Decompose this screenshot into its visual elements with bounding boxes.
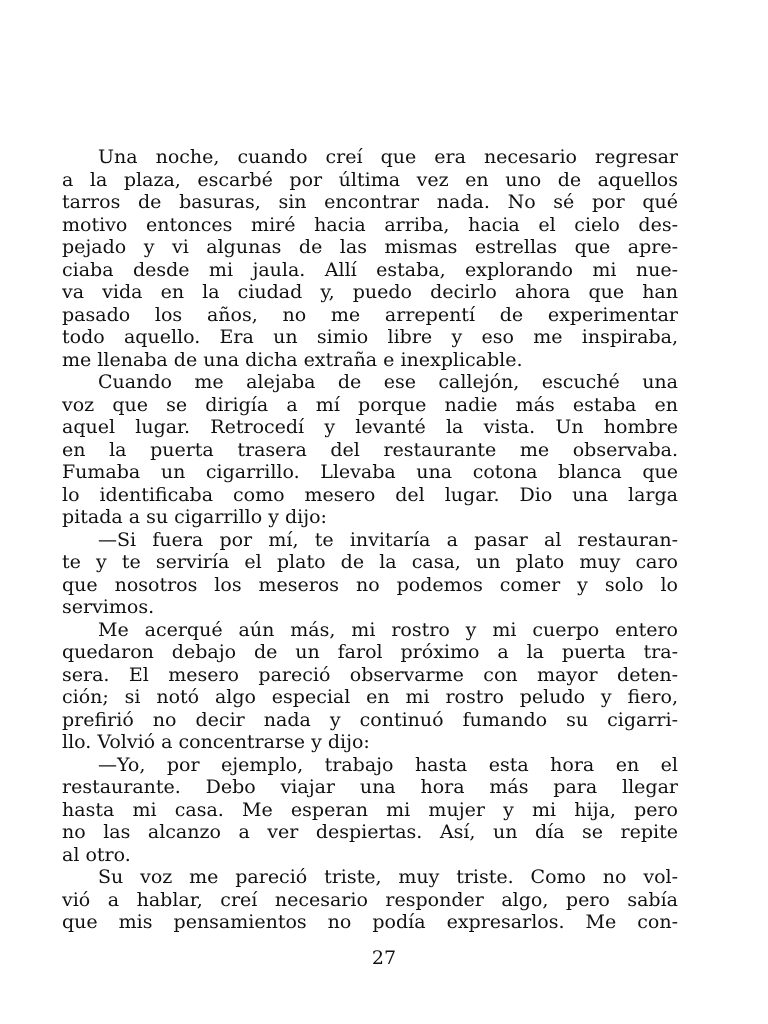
text-line: al otro.	[62, 843, 131, 866]
text-line: servimos.	[62, 596, 155, 618]
text-line: ción; si notó algo especial en mi rostro peludo y fiero,	[62, 686, 678, 708]
text-line: lo identificaba como mesero del lugar. Dio una larga	[62, 483, 678, 506]
text-line: va vida en la ciudad y, puedo decirlo ahora que han	[62, 281, 678, 303]
paragraph-2	[62, 371, 678, 529]
text-line: que nosotros los meseros no podemos comer y solo lo	[62, 573, 678, 596]
text-line: sera. El mesero pareció observarme con mayor deten-	[62, 663, 678, 686]
text-line: restaurante. Debo viajar una hora más para llegar	[62, 776, 678, 798]
text-line: que mis pensamientos no podía expresarlos. Me con-	[62, 911, 678, 933]
text-line: Me acerqué aún más, mi rostro y mi cuerpo entero	[98, 618, 678, 641]
text-line: vió a hablar, creí necesario responder algo, pero sabía	[62, 888, 678, 911]
paragraph-6	[62, 866, 678, 934]
text-line: todo aquello. Era un simio libre y eso me inspiraba,	[62, 326, 678, 348]
text-line: en la puerta trasera del restaurante me observaba.	[62, 438, 678, 461]
text-line: motivo entonces miré hacia arriba, hacia el cielo des-	[62, 213, 678, 236]
text-line: Una noche, cuando creí que era necesario regresar	[98, 146, 678, 168]
text-line: —Si fuera por mí, te invitaría a pasar al restauran-	[98, 528, 678, 551]
text-line: me llenaba de una dicha extraña e inexplicable.	[62, 348, 523, 371]
text-line: pasado los años, no me arrepentí de experimentar	[62, 303, 678, 326]
text-line: Su voz me pareció triste, muy triste. Como no vol-	[98, 866, 678, 888]
text-line: te y te serviría el plato de la casa, un plato muy caro	[62, 551, 678, 573]
paragraph-1	[62, 146, 678, 371]
text-line: voz que se dirigía a mí porque nadie más estaba en	[62, 393, 678, 416]
text-line: a la plaza, escarbé por última vez en uno de aquellos	[62, 168, 678, 191]
text-line: tarros de basuras, sin encontrar nada. No sé por qué	[62, 191, 678, 213]
paragraph-3	[62, 529, 678, 619]
text-line: llo. Volvió a concentrarse y dijo:	[62, 731, 370, 753]
text-line: no las alcanzo a ver despiertas. Así, un día se repite	[62, 821, 678, 843]
text-line: ciaba desde mi jaula. Allí estaba, explorando mi nue-	[62, 258, 678, 281]
text-line: Cuando me alejaba de ese callejón, escuché una	[98, 371, 678, 393]
paragraph-4	[62, 619, 678, 754]
text-line: quedaron debajo de un farol próximo a la puerta tra-	[62, 641, 678, 663]
text-line: Fumaba un cigarrillo. Llevaba una cotona blanca que	[62, 461, 678, 483]
text-line: —Yo, por ejemplo, trabajo hasta esta hora en el	[98, 753, 678, 776]
text-line: aquel lugar. Retrocedí y levanté la vista. Un hombre	[62, 416, 678, 438]
text-line: pejado y vi algunas de las mismas estrellas que apre-	[62, 236, 678, 258]
paragraph-5	[62, 754, 678, 867]
body-text	[62, 146, 678, 934]
text-line: prefirió no decir nada y continuó fumando su cigarri-	[62, 708, 678, 731]
text-line: hasta mi casa. Me esperan mi mujer y mi hija, pero	[62, 798, 678, 821]
text-line: pitada a su cigarrillo y dijo:	[62, 506, 327, 528]
page-number: 27	[371, 947, 397, 969]
